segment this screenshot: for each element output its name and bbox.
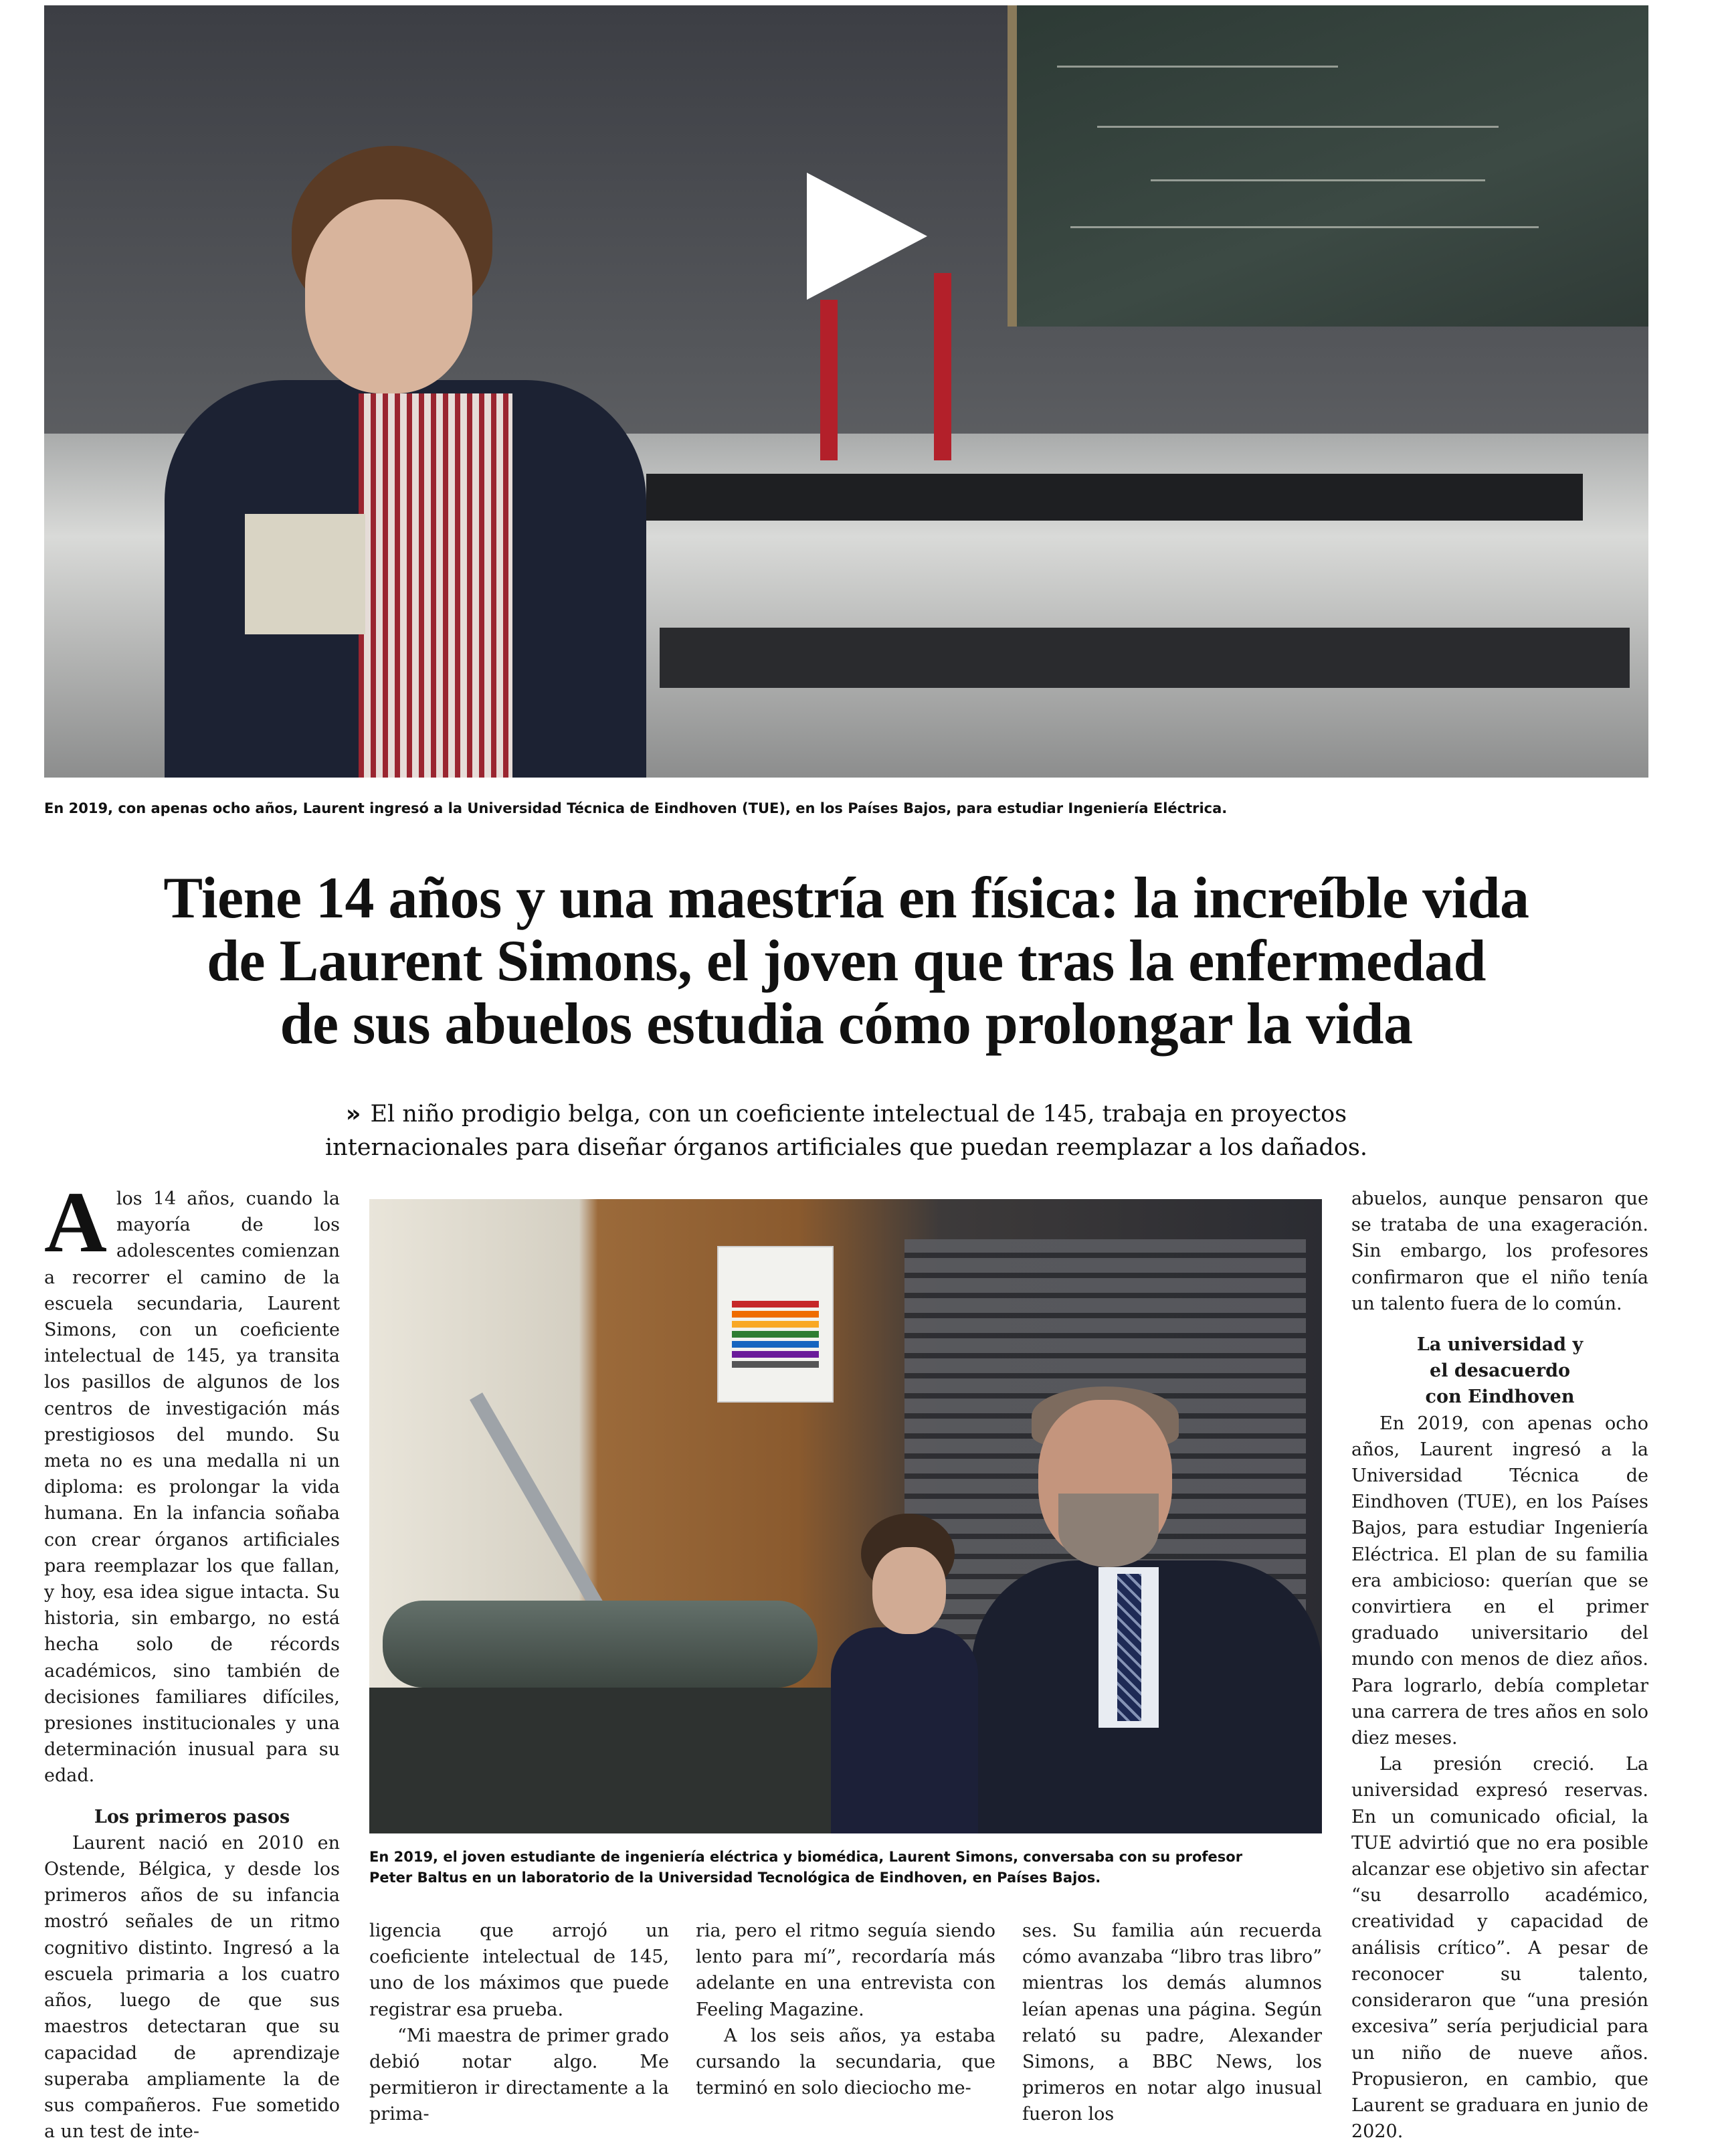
resistor-color-chart [717,1246,834,1403]
boy-face [872,1547,946,1634]
subtitle [268,1097,1425,1164]
paragraph: ligencia que arrojó un coeficiente intelectual de 145, uno de los máximos que puede registrar esa prueba. [369,1920,669,2020]
paragraph: abuelos, aunque pensaron que se trataba de una exageración. Sin embargo, los profesores confirmaron que el niño tenía un talento fuera de lo común. [1351,1188,1648,1314]
headline [44,867,1648,1056]
headline-line: Tiene 14 años y una maestría en física: la increíble vida [163,866,1529,931]
professor-tie [1117,1574,1141,1721]
chevron-right-icon: » [345,1101,361,1128]
lab-machine [383,1601,818,1688]
subtitle-text: El niño prodigio belga, con un coeficiente intelectual de 145, trabaja en proyectos internacionales para diseñar órganos artificiales que puedan reemplazar a los dañados. [324,1101,1368,1161]
paragraph: La presión creció. La universidad expresó reservas. En un comunicado oficial, la TUE advirtió que no era posible alcanzar ese objetivo sin afectar “su desarrollo académico, creatividad y capacidad de análisis crítico”. A pesar de reconocer su talento, consideraron que “una presión excesiva” sería perjudicial para un niño de nueve años. Propusieron, en cambio, que Laurent se graduara en junio de 2020. [1351,1754,1648,2143]
paragraph: “Mi maestra de primer grado debió notar algo. Me permitieron ir directamente a la prima- [369,2025,669,2125]
lab-photo [369,1199,1322,1833]
column-2 [369,1918,669,2128]
caption-line: Peter Baltus en un laboratorio de la Universidad Tecnológica de Eindhoven, en Países Bajos. [369,1870,1101,1886]
paragraph: A los seis años, ya estaba cursando la secundaria, que terminó en solo dieciocho me- [696,2025,995,2099]
professor-beard [1058,1494,1159,1567]
paragraph: Laurent nació en 2010 en Ostende, Bélgica, y desde los primeros años de su infancia mostró señales de un ritmo cognitivo distinto. Ingresó a la escuela primaria a los cuatro años, luego de que sus maestros detectaran que su capacidad de aprendizaje superaba ampliamente la de sus compañeros. Fue sometido a un test de inte- [44,1832,340,2143]
chalkboard [1008,5,1648,327]
paragraph: Alos 14 años, cuando la mayoría de los adolescentes comienzan a recorrer el camino de la escuela secundaria, Laurent Simons, con un coeficiente intelectual de 145, ya transita los pasillos de algunos de los centros de investigación más prestigiosos del mundo. Su meta no es una medalla ni un diploma: es prolongar la vida humana. En la infancia soñaba con crear órganos artificiales para reemplazar los que fallan, y hoy, esa idea sigue intacta. Su historia, sin embargo, no está hecha solo de récords académicos, sino también de decisiones familiares difíciles, presiones institucionales y una determinación inusual para su edad. [44,1174,340,1787]
column-3 [696,1918,995,2101]
column-5 [1351,1186,1648,2145]
jacket-patch [245,514,365,634]
optical-rail [660,628,1630,688]
play-button[interactable] [807,173,934,300]
paragraph: ria, pero el ritmo seguía siendo lento para mí”, recordaría más adelante en una entrevista con Feeling Magazine. [696,1920,995,2020]
lead-photo [44,5,1648,778]
lab-photo-caption [369,1847,1322,1888]
caption-line: En 2019, el joven estudiante de ingeniería eléctrica y biomédica, Laurent Simons, conversaba con su profesor [369,1849,1243,1865]
column-1 [44,1174,340,2145]
lead-photo-caption: En 2019, con apenas ocho años, Laurent ingresó a la Universidad Técnica de Eindhoven (TUE), en los Países Bajos, para estudiar Ingeniería Eléctrica. [44,800,1228,816]
paragraph: ses. Su familia aún recuerda cómo avanzaba “libro tras libro” mientras los demás alumnos leían apenas una página. Según relató su padre, Alexander Simons, a BBC News, los primeros en notar algo inusual fueron los [1022,1920,1322,2125]
headline-line: de sus abuelos estudia cómo prolongar la vida [280,992,1413,1057]
column-4 [1022,1918,1322,2128]
boy-figure [831,1627,978,1833]
boy-face [305,199,472,393]
section-heading: Los primeros pasos [94,1806,290,1827]
optical-post [934,273,951,460]
drop-cap: A [44,1174,107,1271]
optical-post [820,300,838,460]
boy-shirt [359,393,512,778]
section-heading: La universidad y el desacuerdo con Eindhoven [1416,1334,1584,1408]
paragraph: En 2019, con apenas ocho años, Laurent ingresó a la Universidad Técnica de Eindhoven (TUE), en los Países Bajos, para estudiar Ingeniería Eléctrica. El plan de su familia era ambicioso: querían que se convirtiera en el primer graduado universitario del mundo con menos de diez años. Para lograrlo, debía completar una carrera de tres años en solo diez meses. [1351,1413,1648,1749]
headline-line: de Laurent Simons, el joven que tras la enfermedad [207,929,1486,994]
